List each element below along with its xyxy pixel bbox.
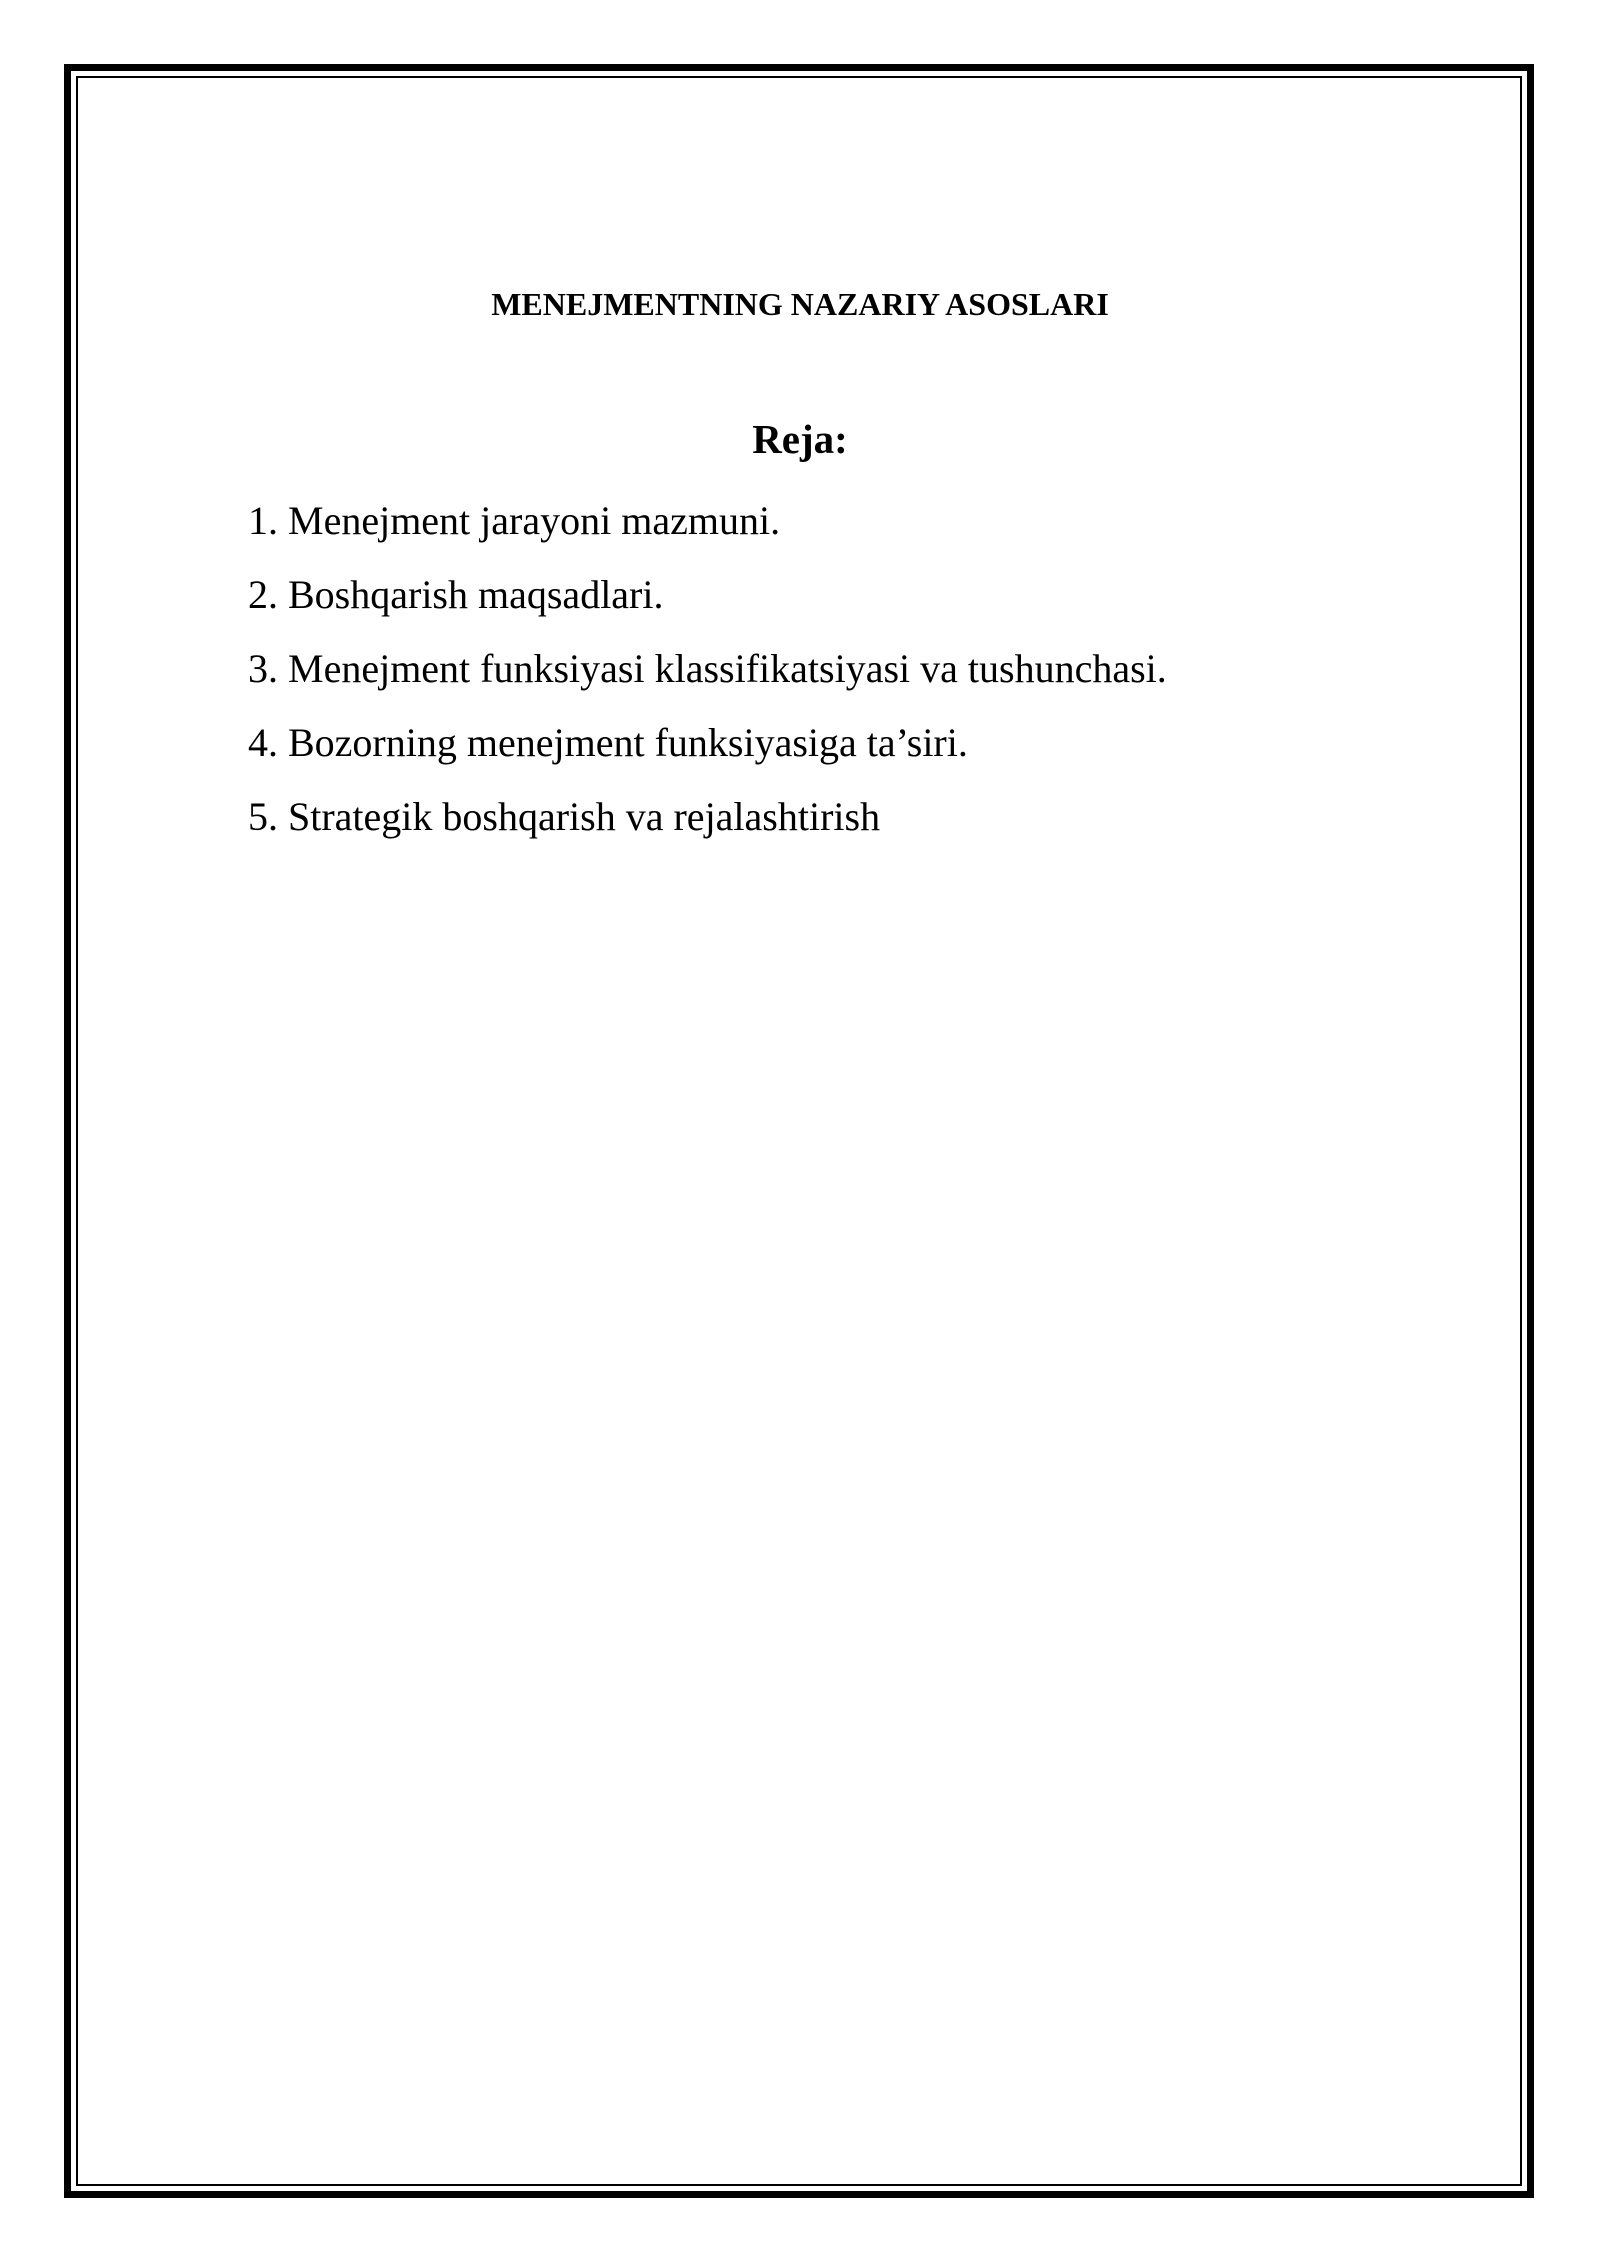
document-title: MENEJMENTNING NAZARIY ASOSLARI	[491, 286, 1109, 322]
plan-heading: Reja:	[752, 416, 848, 462]
page-border-inner	[76, 76, 1522, 2186]
plan-list	[248, 484, 1167, 854]
plan-item: 5. Strategik boshqarish va rejalashtirish	[248, 794, 881, 839]
plan-item: 1. Menejment jarayoni mazmuni.	[248, 498, 781, 543]
plan-item: 4. Bozorning menejment funksiyasiga ta’siri.	[248, 720, 968, 765]
plan-item: 3. Menejment funksiyasi klassifikatsiyasi va tushunchasi.	[248, 646, 1167, 691]
plan-item: 2. Boshqarish maqsadlari.	[248, 572, 664, 617]
